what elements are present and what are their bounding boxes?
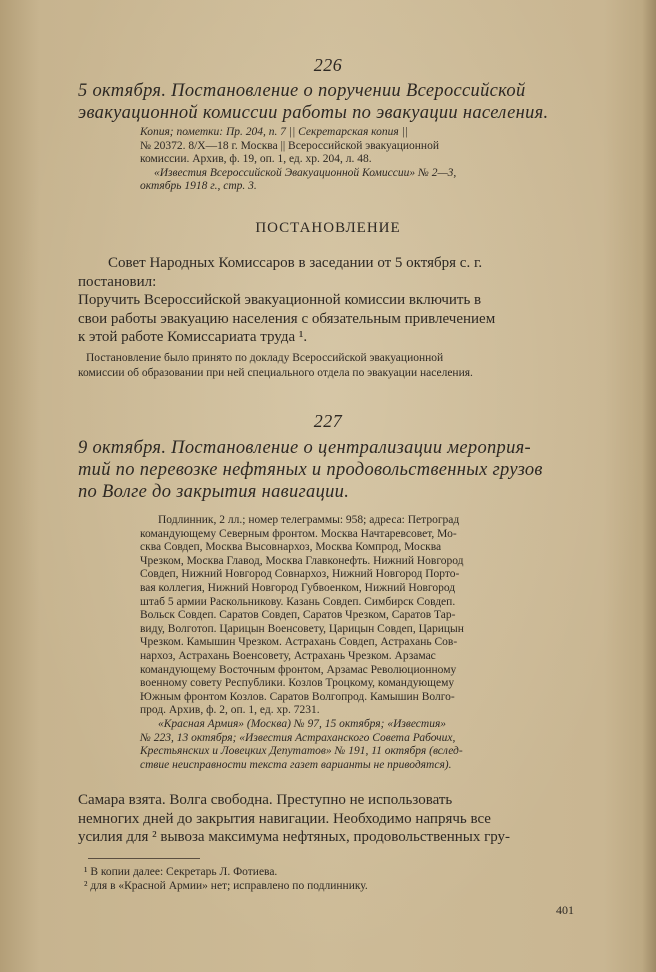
page-number: 401	[556, 903, 574, 917]
doc-226-source	[140, 126, 580, 194]
source-line: Чрезком, Москва Главод, Москва Главконефть. Нижний Новгород	[140, 554, 464, 567]
source-line: октябрь 1918 г., стр. 3.	[140, 180, 257, 193]
page-edge-shadow	[642, 0, 656, 972]
doc-227-title	[78, 437, 598, 503]
source-line: ствие неисправности текста газет варианты не приводятся).	[140, 758, 452, 771]
source-line: командующему Восточным фронтом, Арзамас Революционному	[140, 663, 457, 676]
body-line: Поручить Всероссийской эвакуационной комиссии включить в	[78, 292, 482, 309]
source-line: виду, Волготоп. Царицын Военсовету, Царицын Совдеп, Царицын	[140, 622, 464, 635]
source-line: военному совету Республики. Козлов Троцкому, командующему	[140, 677, 455, 690]
source-line: командующему Северным фронтом. Москва Начтаревсовет, Мо-	[140, 527, 457, 540]
source-line: «Красная Армия» (Москва) № 97, 15 октября; «Известия»	[158, 717, 447, 730]
source-line: Чрезком. Камышин Чрезком. Астрахань Совдеп, Астрахань Сов-	[140, 636, 458, 649]
doc-226-heading: ПОСТАНОВЛЕНИЕ	[255, 220, 401, 236]
source-line: Подлинник, 2 лл.; номер телеграммы: 958; адреса: Петроград	[158, 514, 460, 526]
body-line: свои работы эвакуацию населения с обязательным привлечением	[78, 310, 496, 327]
doc-226-number: 226	[313, 55, 343, 75]
body-line: постановил:	[78, 273, 157, 290]
body-line: к этой работе Комиссариата труда ¹.	[78, 329, 308, 346]
title-line: эвакуационной комиссии работы по эвакуации населения.	[78, 103, 549, 123]
footnote-divider	[88, 858, 200, 859]
source-line: Вольск Совдеп. Саратов Совдеп, Саратов Чрезком, Саратов Тар-	[140, 609, 456, 622]
source-line: штаб 5 армии Раскольникову. Казань Совдеп. Симбирск Совдеп.	[140, 595, 456, 608]
source-line: Крестьянских и Ловецких Депутатов» № 191, 11 октября (вслед-	[140, 745, 463, 758]
source-line: вая коллегия, Нижний Новгород Губвоенком, Нижний Новгород	[140, 581, 456, 594]
doc-226-note	[78, 351, 598, 381]
body-line: Совет Народных Комиссаров в заседании от 5 октября с. г.	[108, 255, 483, 271]
doc-226-title	[78, 80, 598, 124]
doc-227-body	[78, 791, 598, 847]
title-line: по Волге до закрытия навигации.	[78, 482, 350, 502]
source-line: «Известия Всероссийской Эвакуационной Комиссии» № 2—3,	[154, 166, 457, 179]
body-line: немногих дней до закрытия навигации. Необходимо напрячь все	[78, 810, 491, 827]
doc-227-source	[140, 514, 580, 772]
note-line: комиссии об образовании при ней специального отдела по эвакуации населения.	[78, 367, 473, 379]
source-line: прод. Архив, ф. 2, оп. 1, ед. хр. 7231.	[140, 704, 320, 717]
source-line: № 223, 13 октября; «Известия Астраханского Совета Рабочих,	[140, 731, 456, 744]
source-line: № 20372. 8/X—18 г. Москва || Всероссийской эвакуационной	[140, 139, 439, 152]
footnote-2: ² для в «Красной Армии» нет; исправлено по подлиннику.	[84, 880, 368, 892]
source-line: Южным фронтом Козлов. Саратов Волгопрод. Камышин Волго-	[140, 690, 455, 703]
title-line: 5 октября. Постановление о поручении Всероссийской	[78, 81, 526, 101]
doc-227-number: 227	[313, 411, 343, 431]
source-line: нархоз, Астрахань Военсовету, Астрахань Чрезком. Арзамас	[140, 649, 436, 662]
title-line: тий по перевозке нефтяных и продовольственных грузов	[78, 460, 543, 480]
note-line: Постановление было принято по докладу Всероссийской эвакуационной	[86, 352, 444, 364]
body-line: Самара взята. Волга свободна. Преступно не использовать	[78, 792, 453, 808]
source-line: Совдеп, Нижний Новгород Совнархоз, Нижний Новгород Порто-	[140, 568, 460, 581]
source-line: комиссии. Архив, ф. 19, оп. 1, ед. хр. 204, л. 48.	[140, 153, 372, 166]
source-line: сква Совдеп, Москва Высовнархоз, Москва Компрод, Москва	[140, 541, 442, 554]
footnote-1: ¹ В копии далее: Секретарь Л. Фотиева.	[84, 866, 278, 878]
source-line: Копия; пометки: Пр. 204, п. 7 || Секретарская копия ||	[140, 126, 408, 138]
title-line: 9 октября. Постановление о централизации мероприя-	[78, 438, 532, 458]
doc-226-body	[78, 254, 598, 347]
body-line: усилия для ² вывоза максимума нефтяных, продовольственных гру-	[78, 829, 511, 846]
